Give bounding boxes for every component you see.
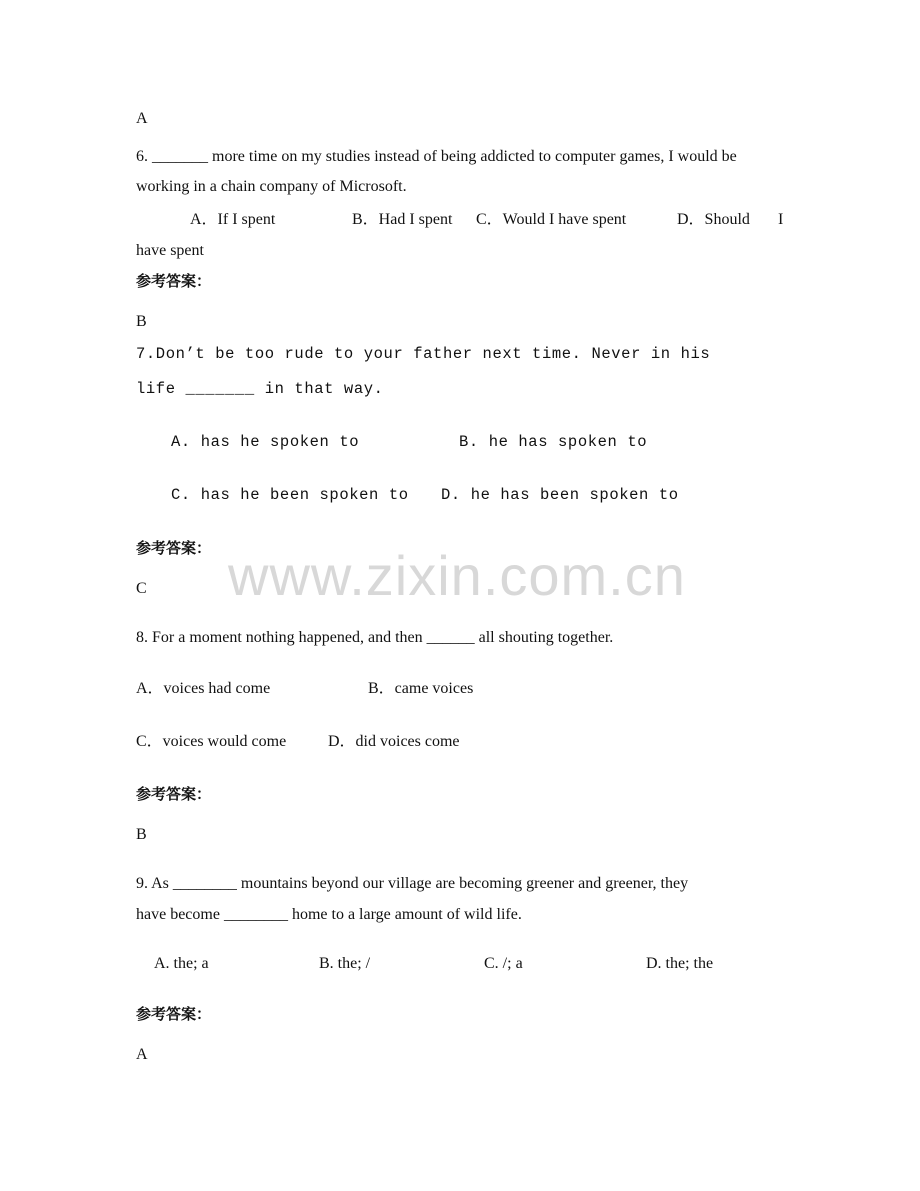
option-b: B．came voices xyxy=(368,680,474,697)
question-8-line-1: 8. For a moment nothing happened, and then ______ all shouting together. xyxy=(136,629,614,646)
option-a: A．voices had come xyxy=(136,680,271,697)
previous-answer: A xyxy=(136,110,148,127)
option-d: D．did voices come xyxy=(328,733,460,750)
option-a: A．If I spent xyxy=(190,211,276,228)
question-7-line-2: life _______ in that way. xyxy=(136,380,384,398)
question-7-line-1: 7.Don’t be too rude to your father next time. Never in his xyxy=(136,345,711,363)
option-b: B．Had I spent xyxy=(352,211,453,228)
answer-8: B xyxy=(136,826,147,843)
answer-label: 参考答案： xyxy=(136,272,212,290)
answer-9: A xyxy=(136,1046,148,1063)
option-c: C. /; a xyxy=(484,955,523,972)
answer-label: 参考答案： xyxy=(136,785,212,803)
answer-7: C xyxy=(136,580,147,597)
question-9-line-1: 9. As ________ mountains beyond our village are becoming greener and greener, they xyxy=(136,875,689,892)
option-a: A. the; a xyxy=(154,955,209,972)
option-c: C．voices would come xyxy=(136,733,287,750)
question-6-line-2: working in a chain company of Microsoft. xyxy=(136,178,407,195)
option-d: D. the; the xyxy=(646,955,714,972)
watermark: www.zixin.com.cn xyxy=(228,544,686,607)
option-b: B. the; / xyxy=(319,955,371,972)
option-c: C. has he been spoken to xyxy=(171,486,409,504)
option-c: C．Would I have spent xyxy=(476,211,627,228)
answer-6: B xyxy=(136,313,147,330)
option-d: D. he has been spoken to xyxy=(441,486,679,504)
option-d: D．Should xyxy=(677,211,750,228)
answer-label: 参考答案： xyxy=(136,1005,212,1023)
answer-label: 参考答案： xyxy=(136,539,212,557)
question-6-line-1: 6. _______ more time on my studies instead of being addicted to computer games, I would be xyxy=(136,148,737,165)
option-d-continued: I xyxy=(778,211,784,228)
option-a: A. has he spoken to xyxy=(171,433,360,451)
option-d-wrap: have spent xyxy=(136,242,204,259)
question-9-line-2: have become ________ home to a large amount of wild life. xyxy=(136,906,522,923)
option-b: B. he has spoken to xyxy=(459,433,648,451)
